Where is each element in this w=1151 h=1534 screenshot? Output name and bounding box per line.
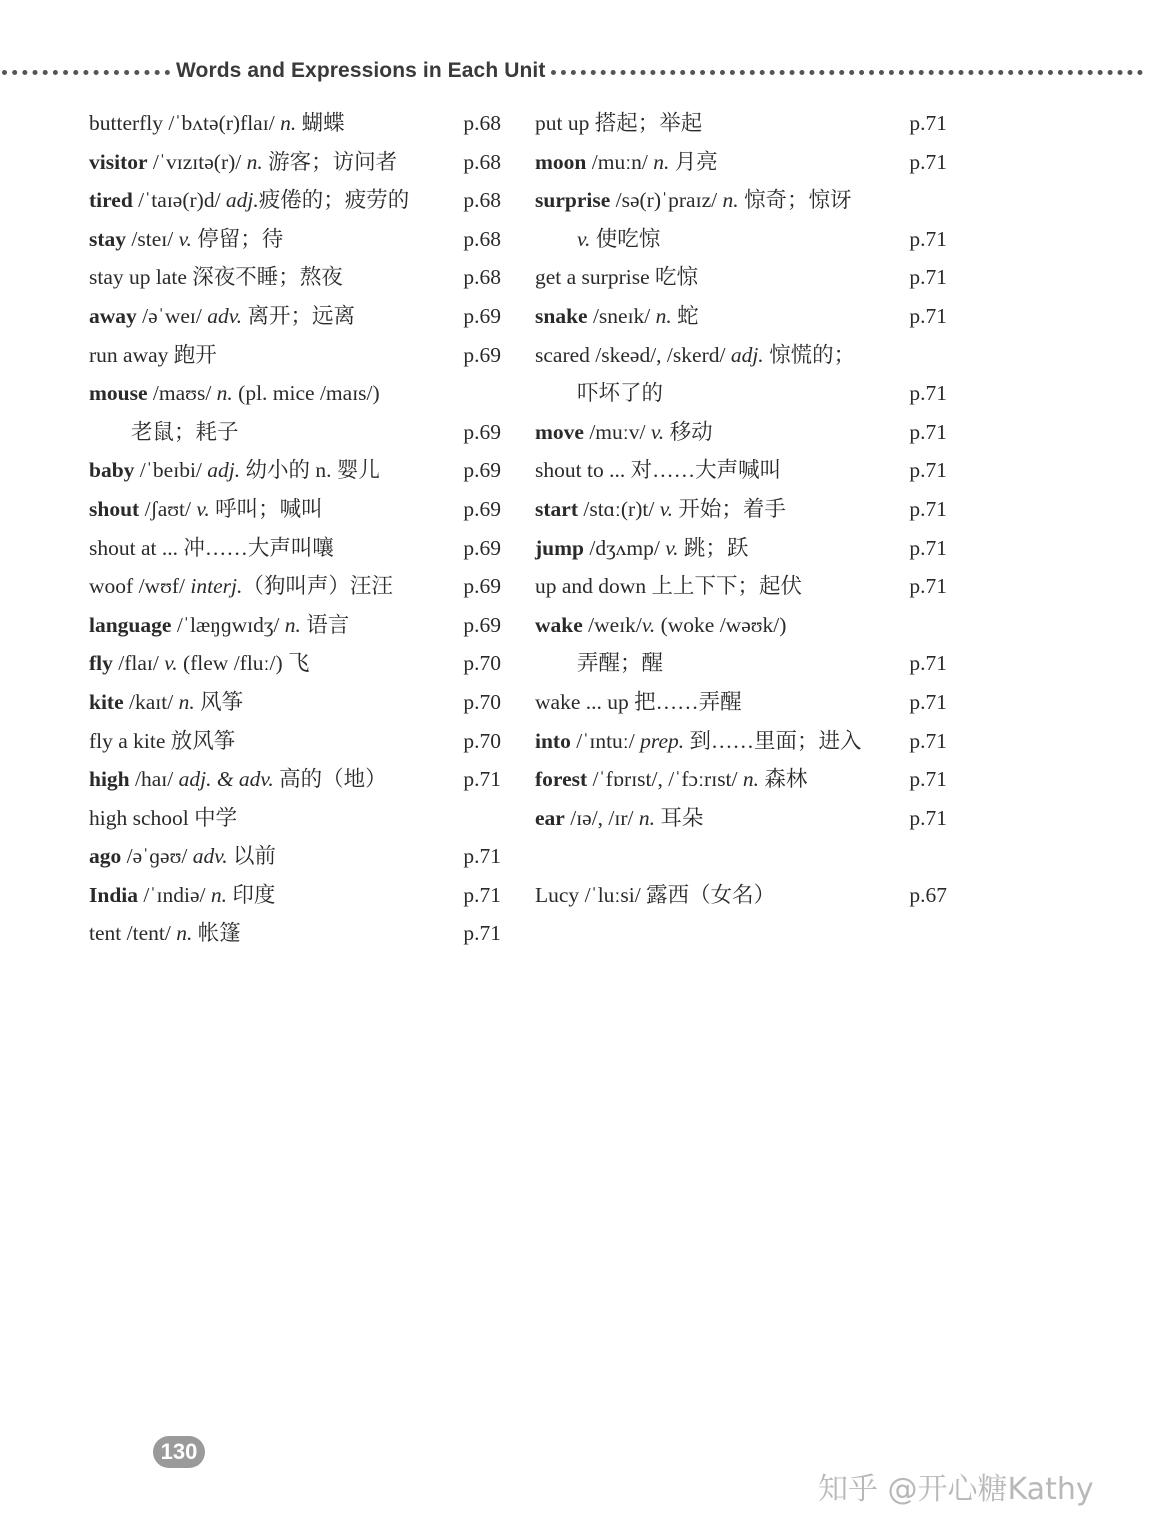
entry-page-ref: p.67: [909, 882, 947, 907]
vocab-entry: [535, 683, 947, 722]
entry-meaning: 把……弄醒: [628, 689, 742, 714]
entry-text: [89, 451, 380, 490]
entry-pronunciation: /weɪk/: [582, 612, 642, 637]
entry-part-of-speech: n.: [655, 303, 672, 328]
entry-text: [89, 297, 355, 336]
entry-headword: put up: [535, 111, 590, 135]
entry-headword: surprise: [535, 188, 611, 213]
entry-part-of-speech: n.: [284, 612, 301, 637]
entry-headword: tent: [89, 921, 122, 946]
entry-text: [535, 451, 781, 490]
entry-part-of-speech: v.: [641, 612, 656, 637]
entry-text: [89, 606, 349, 645]
entry-meaning: 帐篷: [192, 921, 241, 946]
entry-text: [89, 644, 310, 683]
entry-pronunciation: /əˈweɪ/: [136, 303, 208, 328]
entry-pronunciation: /ˈɪntuː/: [570, 728, 641, 753]
entry-part-of-speech: n.: [216, 381, 233, 406]
entry-meaning: 搭起；举起: [589, 111, 703, 135]
entry-part-of-speech: adj. & adv.: [178, 767, 274, 792]
entry-part-of-speech: n.: [722, 188, 739, 213]
entry-pronunciation: /maʊs/: [147, 381, 217, 406]
entry-page-ref: p.71: [463, 882, 501, 907]
entry-meaning: 开始；着手: [673, 496, 786, 521]
entry-text: [89, 722, 235, 761]
entry-pronunciation: /ˈbʌtə(r)flaɪ/: [163, 111, 281, 135]
entry-meaning: 对……大声喊叫: [625, 458, 782, 483]
vocab-entry: [89, 258, 501, 297]
entry-part-of-speech: adj.: [730, 342, 764, 367]
entry-page-ref: p.71: [909, 805, 947, 830]
vocab-entry: [535, 606, 947, 645]
entry-part-of-speech: prep.: [640, 728, 685, 753]
entry-pronunciation: /flaɪ/: [112, 651, 165, 676]
vocab-entry: [535, 451, 947, 490]
entry-part-of-speech: n.: [653, 149, 670, 174]
entry-headword: moon: [535, 149, 587, 174]
entry-page-ref: p.69: [463, 419, 501, 444]
entry-meaning: 冲……大声叫嚷: [177, 535, 334, 560]
entry-page-ref: p.68: [463, 111, 501, 135]
section-title: Words and Expressions in Each Unit: [176, 59, 546, 82]
entry-text: [535, 529, 748, 568]
entry-text: [577, 644, 663, 683]
list-gap: [535, 837, 947, 876]
entry-headword: Lucy: [535, 882, 580, 907]
entry-page-ref: p.71: [463, 921, 501, 946]
entry-pronunciation: /ˈlæŋɡwɪdʒ/: [171, 612, 285, 637]
entry-part-of-speech: v.: [659, 496, 674, 521]
entry-part-of-speech: v.: [577, 226, 591, 251]
entry-page-ref: p.68: [463, 265, 501, 290]
entry-headword: wake: [535, 612, 583, 637]
vocab-entry: [89, 143, 501, 182]
entry-headword: scared: [535, 342, 590, 367]
vocab-entry: [535, 336, 947, 375]
vocab-entry: [89, 374, 501, 413]
entry-pronunciation: /sə(r)ˈpraɪz/: [610, 188, 723, 213]
entry-part-of-speech: v.: [178, 226, 192, 251]
entry-text: [577, 374, 663, 413]
entry-page-ref: p.71: [909, 149, 947, 174]
entry-meaning: 印度: [227, 882, 276, 907]
entry-part-of-speech: n.: [210, 882, 227, 907]
entry-headword: up and down: [535, 574, 647, 599]
entry-part-of-speech: n.: [178, 689, 195, 714]
entry-headword: high school: [89, 805, 189, 830]
entry-text: [535, 143, 718, 182]
entry-part-of-speech: n.: [176, 921, 193, 946]
watermark: 知乎 @开心糖Kathy: [818, 1472, 1094, 1507]
entry-page-ref: p.69: [463, 458, 501, 483]
entry-part-of-speech: n.: [742, 767, 760, 792]
entry-meaning: 惊慌的；: [763, 342, 856, 367]
entry-text: [89, 104, 345, 143]
entry-page-ref: p.71: [463, 844, 501, 869]
entry-meaning: 耳朵: [655, 805, 704, 830]
entry-headword: high: [89, 767, 130, 792]
entry-text: [535, 104, 702, 143]
entry-page-ref: p.68: [463, 149, 501, 174]
entry-pronunciation: /tent/: [121, 921, 177, 946]
vocab-entry: [89, 104, 501, 143]
entry-text: [89, 914, 241, 953]
entry-pronunciation: /əˈɡəʊ/: [121, 844, 193, 869]
entry-headword: run away: [89, 342, 169, 367]
entry-page-ref: p.71: [909, 265, 947, 290]
vocab-entry: [89, 220, 501, 259]
vocab-entry: [535, 760, 947, 799]
vocab-entry: [89, 606, 501, 645]
entry-meaning: 离开；远离: [242, 303, 355, 328]
entry-text: [535, 297, 699, 336]
entry-meaning: 跑开: [168, 342, 217, 367]
entry-pronunciation: /ˈbeɪbi/: [134, 458, 208, 483]
entry-headword: mouse: [89, 381, 148, 406]
entry-headword: woof: [89, 574, 134, 599]
entry-page-ref: p.70: [463, 651, 501, 676]
entry-meaning: 露西（女名）: [646, 882, 776, 907]
entry-meaning: (pl. mice /maɪs/): [232, 381, 380, 406]
entry-headword: fly: [89, 651, 113, 676]
entry-text: [535, 258, 698, 297]
entry-headword: ear: [535, 805, 565, 830]
entry-part-of-speech: v.: [196, 496, 210, 521]
vocab-entry: [535, 104, 947, 143]
header-dots-right: [551, 70, 1143, 75]
vocab-entry-continuation: [89, 413, 501, 452]
vocab-entry: [535, 143, 947, 182]
entry-meaning: 停留；待: [191, 226, 284, 251]
vocab-entry: [535, 876, 947, 915]
entry-page-ref: p.71: [909, 689, 947, 714]
entry-text: [535, 799, 703, 838]
entry-headword: language: [89, 612, 172, 637]
section-header: [0, 56, 1151, 86]
entry-headword: start: [535, 496, 578, 521]
entry-text: [535, 722, 862, 761]
entry-part-of-speech: n.: [246, 149, 263, 174]
entry-text: [89, 567, 393, 606]
vocab-entry: [89, 799, 501, 838]
entry-page-ref: p.69: [463, 342, 501, 367]
entry-meaning: 高的（地）: [273, 767, 387, 792]
entry-page-ref: p.69: [463, 535, 501, 560]
entry-text: [89, 760, 387, 799]
entry-pronunciation: /ɪə/, /ɪr/: [564, 805, 639, 830]
entry-headword: jump: [535, 535, 584, 560]
entry-meaning: 使吃惊: [590, 226, 661, 251]
entry-meaning: 惊奇；惊讶: [738, 188, 852, 213]
entry-page-ref: p.69: [463, 574, 501, 599]
entry-meaning: 吃惊: [649, 265, 699, 290]
entry-page-ref: p.69: [463, 612, 501, 637]
entry-pronunciation: /skeəd/, /skerd/: [589, 342, 731, 367]
entry-meaning: （狗叫声）汪汪: [242, 574, 393, 599]
entry-part-of-speech: adj.: [207, 458, 241, 483]
entry-meaning: (flew /fluː/) 飞: [177, 651, 310, 676]
entry-page-ref: p.71: [909, 535, 947, 560]
entry-meaning: 老鼠；耗子: [131, 419, 239, 444]
header-dots-left: [2, 70, 170, 75]
entry-text: [89, 258, 343, 297]
entry-part-of-speech: v.: [164, 651, 178, 676]
entry-meaning: 放风筝: [165, 728, 236, 753]
entry-page-ref: p.68: [463, 226, 501, 251]
entry-meaning: 幼小的 n. 婴儿: [240, 458, 380, 483]
entry-page-ref: p.71: [909, 303, 947, 328]
entry-page-ref: p.70: [463, 728, 501, 753]
entry-meaning: 移动: [664, 419, 713, 444]
vocab-entry: [89, 181, 501, 220]
vocab-column-right: [535, 104, 947, 914]
entry-page-ref: p.71: [909, 381, 947, 406]
entry-meaning: 呼叫；喊叫: [209, 496, 323, 521]
entry-headword: move: [535, 419, 584, 444]
vocab-entry: [89, 336, 501, 375]
vocab-entry-continuation: [535, 374, 947, 413]
entry-text: [89, 181, 409, 220]
vocab-entry: [535, 413, 947, 452]
entry-text: [89, 143, 397, 182]
entry-part-of-speech: v.: [650, 419, 665, 444]
vocab-entry: [535, 567, 947, 606]
entry-headword: away: [89, 303, 137, 328]
entry-meaning: 月亮: [669, 149, 718, 174]
entry-page-ref: p.68: [463, 188, 501, 213]
entry-text: [89, 799, 237, 838]
vocab-entry: [89, 297, 501, 336]
entry-page-ref: p.71: [909, 419, 947, 444]
entry-pronunciation: /wʊf/: [133, 574, 191, 599]
entry-headword: tired: [89, 188, 133, 213]
entry-headword: get a surprise: [535, 265, 650, 290]
vocab-entry: [535, 722, 947, 761]
entry-meaning: 森林: [759, 767, 808, 792]
entry-pronunciation: /ˈvɪzɪtə(r)/: [147, 149, 247, 174]
entry-meaning: 到……里面；进入: [684, 728, 862, 753]
entry-text: [131, 413, 239, 452]
entry-pronunciation: /kaɪt/: [123, 689, 179, 714]
entry-headword: visitor: [89, 149, 148, 174]
entry-text: [89, 837, 276, 876]
entry-part-of-speech: interj.: [190, 574, 243, 599]
entry-pronunciation: /dʒʌmp/: [583, 535, 666, 560]
entry-part-of-speech: adv.: [192, 844, 228, 869]
entry-text: [577, 220, 660, 259]
entry-page-ref: p.71: [909, 574, 947, 599]
entry-pronunciation: /ˈfɒrɪst/, /ˈfɔːrɪst/: [587, 767, 743, 792]
vocab-entry: [89, 837, 501, 876]
entry-headword: India: [89, 882, 139, 907]
entry-page-ref: p.69: [463, 303, 501, 328]
vocab-entry: [89, 567, 501, 606]
entry-text: [89, 529, 334, 568]
entry-text: [535, 181, 851, 220]
entry-meaning: 语言: [300, 612, 350, 637]
vocab-entry: [89, 876, 501, 915]
vocab-entry: [535, 297, 947, 336]
entry-meaning: 跳；跃: [678, 535, 749, 560]
entry-page-ref: p.69: [463, 496, 501, 521]
entry-text: [535, 490, 786, 529]
entry-headword: baby: [89, 458, 135, 483]
entry-meaning: 中学: [188, 805, 238, 830]
entry-page-ref: p.71: [909, 458, 947, 483]
entry-meaning: 深夜不睡；熬夜: [186, 265, 343, 290]
entry-headword: shout at ...: [89, 535, 178, 560]
entry-headword: butterfly: [89, 111, 164, 135]
entry-meaning: 上上下下；起伏: [646, 574, 802, 599]
vocab-entry: [89, 490, 501, 529]
entry-page-ref: p.70: [463, 689, 501, 714]
entry-pronunciation: /muːn/: [586, 149, 654, 174]
entry-meaning: 以前: [227, 844, 276, 869]
vocab-entry: [535, 258, 947, 297]
entry-page-ref: p.71: [909, 111, 947, 135]
entry-page-ref: p.71: [909, 651, 947, 676]
entry-part-of-speech: adj.: [225, 188, 259, 213]
entry-pronunciation: /ˈtaɪə(r)d/: [132, 188, 226, 213]
vocab-entry: [89, 529, 501, 568]
entry-page-ref: p.71: [909, 226, 947, 251]
entry-text: [535, 336, 855, 375]
entry-headword: forest: [535, 767, 588, 792]
entry-pronunciation: /muːv/: [583, 419, 651, 444]
entry-page-ref: p.71: [463, 767, 501, 792]
entry-text: [535, 606, 786, 645]
entry-meaning: 吓坏了的: [577, 381, 664, 406]
page-number-badge: 130: [153, 1436, 205, 1468]
entry-meaning: 蛇: [671, 303, 699, 328]
entry-headword: into: [535, 728, 571, 753]
entry-meaning: 弄醒；醒: [577, 651, 664, 676]
vocab-entry-continuation: [535, 644, 947, 683]
entry-headword: wake ... up: [535, 689, 629, 714]
entry-text: [535, 876, 775, 915]
vocab-entry: [535, 490, 947, 529]
entry-pronunciation: /stɑː(r)t/: [577, 496, 660, 521]
entry-headword: ago: [89, 844, 122, 869]
vocab-entry: [89, 722, 501, 761]
vocab-entry: [89, 914, 501, 953]
entry-text: [89, 374, 380, 413]
vocab-entry: [89, 760, 501, 799]
vocab-entry: [89, 683, 501, 722]
entry-text: [535, 413, 713, 452]
entry-meaning: 风筝: [194, 689, 244, 714]
entry-text: [89, 336, 217, 375]
entry-text: [89, 220, 283, 259]
entry-headword: stay up late: [89, 265, 187, 290]
entry-text: [535, 760, 807, 799]
vocab-column-left: [89, 104, 501, 953]
entry-headword: shout: [89, 496, 140, 521]
entry-headword: fly a kite: [89, 728, 166, 753]
vocab-entry: [89, 451, 501, 490]
entry-text: [535, 567, 802, 606]
entry-meaning: 蝴蝶: [296, 111, 345, 135]
entry-part-of-speech: n.: [280, 111, 297, 135]
entry-page-ref: p.71: [909, 728, 947, 753]
entry-part-of-speech: v.: [665, 535, 679, 560]
entry-pronunciation: /haɪ/: [129, 767, 179, 792]
entry-pronunciation: /sneɪk/: [587, 303, 656, 328]
entry-page-ref: p.71: [909, 496, 947, 521]
vocab-entry: [89, 644, 501, 683]
entry-part-of-speech: n.: [638, 805, 656, 830]
entry-headword: stay: [89, 226, 127, 251]
entry-text: [89, 683, 243, 722]
entry-part-of-speech: adv.: [207, 303, 243, 328]
entry-text: [89, 490, 323, 529]
entry-headword: kite: [89, 689, 124, 714]
entry-page-ref: p.71: [909, 767, 947, 792]
entry-meaning: 游客；访问者: [262, 149, 398, 174]
entry-pronunciation: /ʃaʊt/: [139, 496, 197, 521]
entry-pronunciation: /ˈɪndiə/: [138, 882, 211, 907]
vocab-entry: [535, 799, 947, 838]
entry-headword: shout to ...: [535, 458, 626, 483]
entry-text: [89, 876, 275, 915]
vocab-entry: [535, 181, 947, 220]
entry-meaning: (woke /wəʊk/): [655, 612, 787, 637]
vocab-entry-continuation: [535, 220, 947, 259]
entry-headword: snake: [535, 303, 588, 328]
entry-meaning: 疲倦的；疲劳的: [258, 188, 410, 213]
entry-text: [535, 683, 742, 722]
entry-pronunciation: /steɪ/: [126, 226, 179, 251]
entry-pronunciation: /ˈluːsi/: [579, 882, 647, 907]
vocab-entry: [535, 529, 947, 568]
